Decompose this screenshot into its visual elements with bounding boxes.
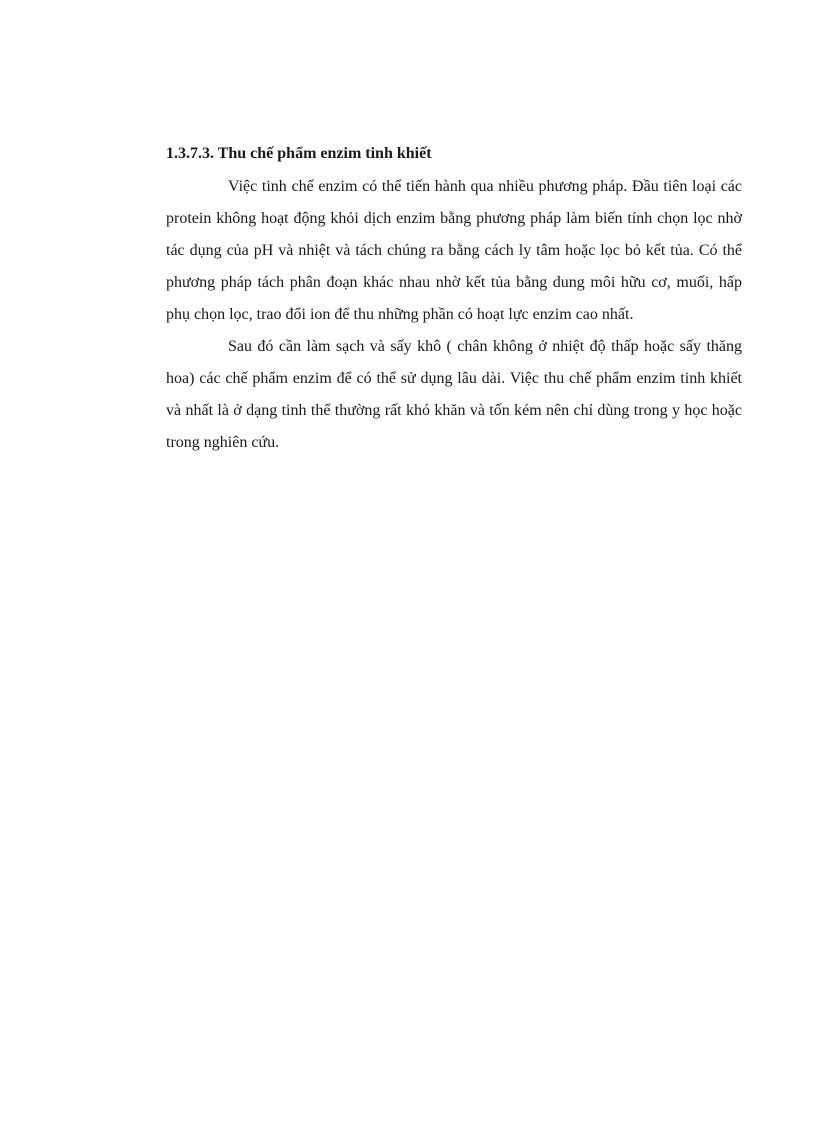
paragraph-purification: Việc tinh chế enzim có thể tiến hành qua nhiều phương pháp. Đầu tiên loại các protein không hoạt động khỏi dịch enzim bằng phương pháp làm biến tính chọn lọc nhờ tác dụng của pH và nhiệt và tách chúng ra bằng cách ly tâm hoặc lọc bỏ kết tủa. Có thể phương pháp tách phân đoạn khác nhau nhờ kết tủa bằng dung môi hữu cơ, muối, hấp phụ chọn lọc, trao đổi ion để thu những phần có hoạt lực enzim cao nhất. [166, 178, 742, 323]
section-heading: 1.3.7.3. Thu chế phẩm enzim tinh khiết [166, 145, 432, 162]
paragraph-drying: Sau đó cần làm sạch và sấy khô ( chân không ở nhiệt độ thấp hoặc sấy thăng hoa) các chế phẩm enzim để có thể sử dụng lâu dài. Việc thu chế phẩm enzim tinh khiết và nhất là ở dạng tinh thể thường rất khó khăn và tốn kém nên chỉ dùng trong y học hoặc trong nghiên cứu. [166, 338, 742, 451]
section-body [166, 143, 742, 459]
